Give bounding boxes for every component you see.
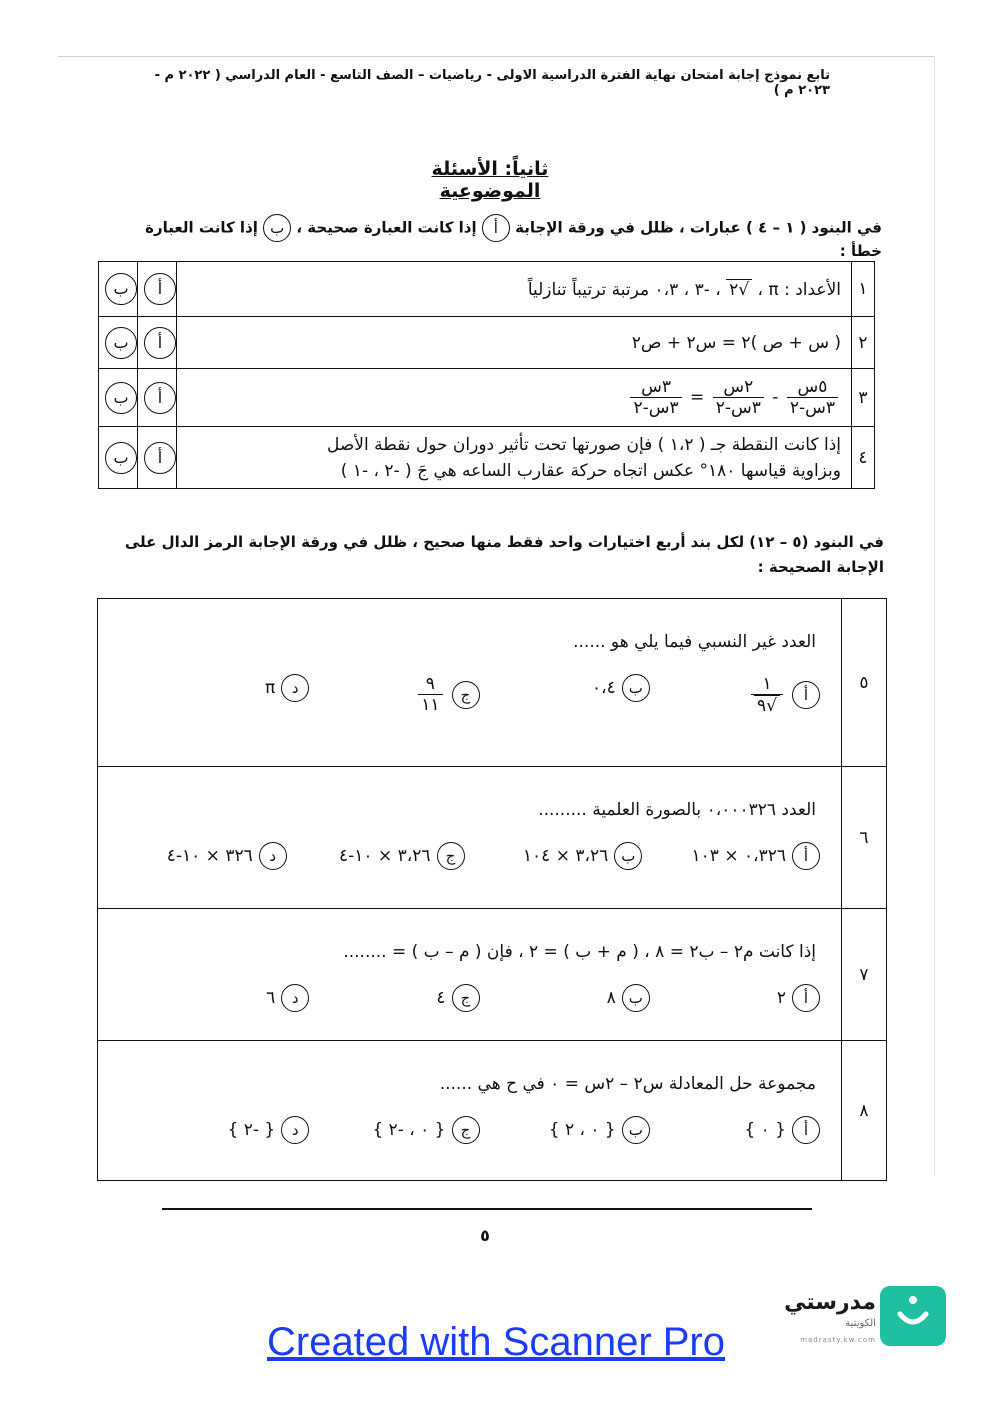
question-cell bbox=[98, 909, 842, 1041]
fraction: $\frac{\text{٣س}}{\text{٣س-٢}}$ bbox=[630, 377, 681, 418]
item-number: ٨ bbox=[842, 1041, 887, 1181]
option-b[interactable]: ب bbox=[99, 262, 138, 317]
option-d[interactable]: دπ bbox=[139, 674, 309, 716]
item-number: ١ bbox=[852, 262, 875, 317]
section-title: ثانياً: الأسئلة الموضوعية bbox=[431, 158, 549, 202]
option-a[interactable]: أ{ ٠ } bbox=[650, 1116, 820, 1144]
option-a[interactable]: أ $\frac{١}{√٩}$ bbox=[650, 674, 820, 716]
multiple-choice-table bbox=[97, 598, 887, 1181]
option-b[interactable]: ب bbox=[99, 317, 138, 369]
instruction-text: في البنود ( ١ – ٤ ) عبارات ، ظلل في ورقة الإجابة bbox=[515, 218, 882, 237]
option-a[interactable]: أ bbox=[138, 262, 177, 317]
statement: الأعداد : π ، √٢ ، -٣ ، ٠،٣ مرتبة ترتيباً تنازلياً bbox=[177, 262, 852, 317]
footer-rule bbox=[162, 1208, 812, 1210]
option-a[interactable]: أ bbox=[138, 427, 177, 489]
question-text: مجموعة حل المعادلة س٢ – ٢س = ٠ في ح هي ...... bbox=[439, 1074, 816, 1094]
question-text: العدد ٠،٠٠٠٣٢٦ بالصورة العلمية ......... bbox=[538, 800, 816, 820]
fraction: $\frac{\text{٥س}}{\text{٣س-٢}}$ bbox=[787, 377, 838, 418]
question-cell bbox=[98, 1041, 842, 1181]
right-rule bbox=[934, 56, 935, 1176]
option-c[interactable]: ج٤ bbox=[309, 984, 479, 1012]
table-row bbox=[99, 317, 875, 369]
instruction-text: إذا كانت العبارة صحيحة ، bbox=[296, 218, 477, 237]
mc-instruction: في البنود (٥ – ١٢) لكل بند أربع اختيارات واحد فقط منها صحيح ، ظلل في ورقة الإجابة الرمز الدال على الإجابة الصحيحة : bbox=[124, 533, 884, 576]
table-row bbox=[99, 369, 875, 427]
instruction-text: إذا كانت العبارة خطأ : bbox=[145, 218, 882, 260]
option-a[interactable]: أ٢ bbox=[650, 984, 820, 1012]
table-row bbox=[99, 427, 875, 489]
options-row bbox=[99, 842, 840, 870]
table-row bbox=[99, 262, 875, 317]
table-row bbox=[98, 1041, 887, 1181]
item-number: ٢ bbox=[852, 317, 875, 369]
page-header: تابع نموذج إجابة امتحان نهاية الفترة الدراسية الاولى - رياضيات – الصف التاسع - العام الدراسي ( ٢٠٢٢ م - ٢٠٢٣ م ) bbox=[154, 68, 830, 98]
option-a[interactable]: أ bbox=[138, 369, 177, 427]
logo-url: madrasty.kw.com bbox=[800, 1336, 876, 1344]
statement: $\frac{\text{٥س}}{\text{٣س-٢}}$ - $\frac{\text{٢س}}{\text{٣س-٢}}$ = $\frac{\text{٣س}}{\text{٣س-٢}}$ bbox=[177, 369, 852, 427]
question-cell bbox=[98, 599, 842, 767]
option-b[interactable]: ب٨ bbox=[480, 984, 650, 1012]
option-b[interactable]: ب bbox=[99, 369, 138, 427]
fraction: $\frac{\text{٢س}}{\text{٣س-٢}}$ bbox=[713, 377, 764, 418]
item-number: ٣ bbox=[852, 369, 875, 427]
statement: ( س + ص )٢ = س٢ + ص٢ bbox=[177, 317, 852, 369]
tf-instruction bbox=[110, 214, 882, 260]
option-b[interactable]: ب{ ٠ ، ٢ } bbox=[480, 1116, 650, 1144]
choice-circle-b: ب bbox=[263, 214, 291, 242]
question-text: إذا كانت م٢ – ب٢ = ٨ ، ( م + ب ) = ٢ ، فإن ( م – ب ) = ........ bbox=[343, 942, 816, 962]
options-row bbox=[99, 984, 840, 1012]
option-a[interactable]: أ٠،٣٢٦ × ١٠٣ bbox=[642, 842, 820, 870]
item-number: ٥ bbox=[842, 599, 887, 767]
options-row bbox=[99, 674, 840, 716]
option-c[interactable]: ج{ ٠ ، -٢ } bbox=[309, 1116, 479, 1144]
choice-circle-a: أ bbox=[482, 214, 510, 242]
option-a[interactable]: أ bbox=[138, 317, 177, 369]
page-number: ٥ bbox=[480, 1226, 490, 1245]
true-false-table bbox=[98, 261, 875, 489]
option-c[interactable]: ج٣،٢٦ × ١٠-٤ bbox=[287, 842, 465, 870]
question-cell bbox=[98, 767, 842, 909]
item-number: ٤ bbox=[852, 427, 875, 489]
option-b[interactable]: ب٠،٤ bbox=[480, 674, 650, 716]
question-text: العدد غير النسبي فيما يلي هو ...... bbox=[573, 632, 816, 652]
item-number: ٧ bbox=[842, 909, 887, 1041]
option-d[interactable]: د٦ bbox=[139, 984, 309, 1012]
top-rule bbox=[58, 56, 934, 57]
table-row bbox=[98, 909, 887, 1041]
scanner-watermark-link[interactable]: Created with Scanner Pro bbox=[266, 1320, 725, 1364]
table-row bbox=[98, 767, 887, 909]
sqrt-symbol: √٢ bbox=[726, 279, 752, 300]
table-row bbox=[98, 599, 887, 767]
option-d[interactable]: د٣٢٦ × ١٠-٤ bbox=[109, 842, 287, 870]
option-b[interactable]: ب bbox=[99, 427, 138, 489]
options-row bbox=[99, 1116, 840, 1144]
item-number: ٦ bbox=[842, 767, 887, 909]
option-b[interactable]: ب٣،٢٦ × ١٠٤ bbox=[465, 842, 643, 870]
option-d[interactable]: د{ -٢ } bbox=[139, 1116, 309, 1144]
logo-title: مدرستي bbox=[784, 1290, 876, 1315]
statement: إذا كانت النقطة جـ ( ١،٢ ) فإن صورتها تحت تأثير دوران حول نقطة الأصل وبزاوية قياسها ١٨٠° عكس اتجاه حركة عقارب الساعه هي جَ ( -٢ ، -١ ) bbox=[177, 427, 852, 489]
option-c[interactable]: ج $\frac{٩}{١١}$ bbox=[309, 674, 479, 716]
logo-subtitle: الكويتية bbox=[845, 1318, 876, 1329]
